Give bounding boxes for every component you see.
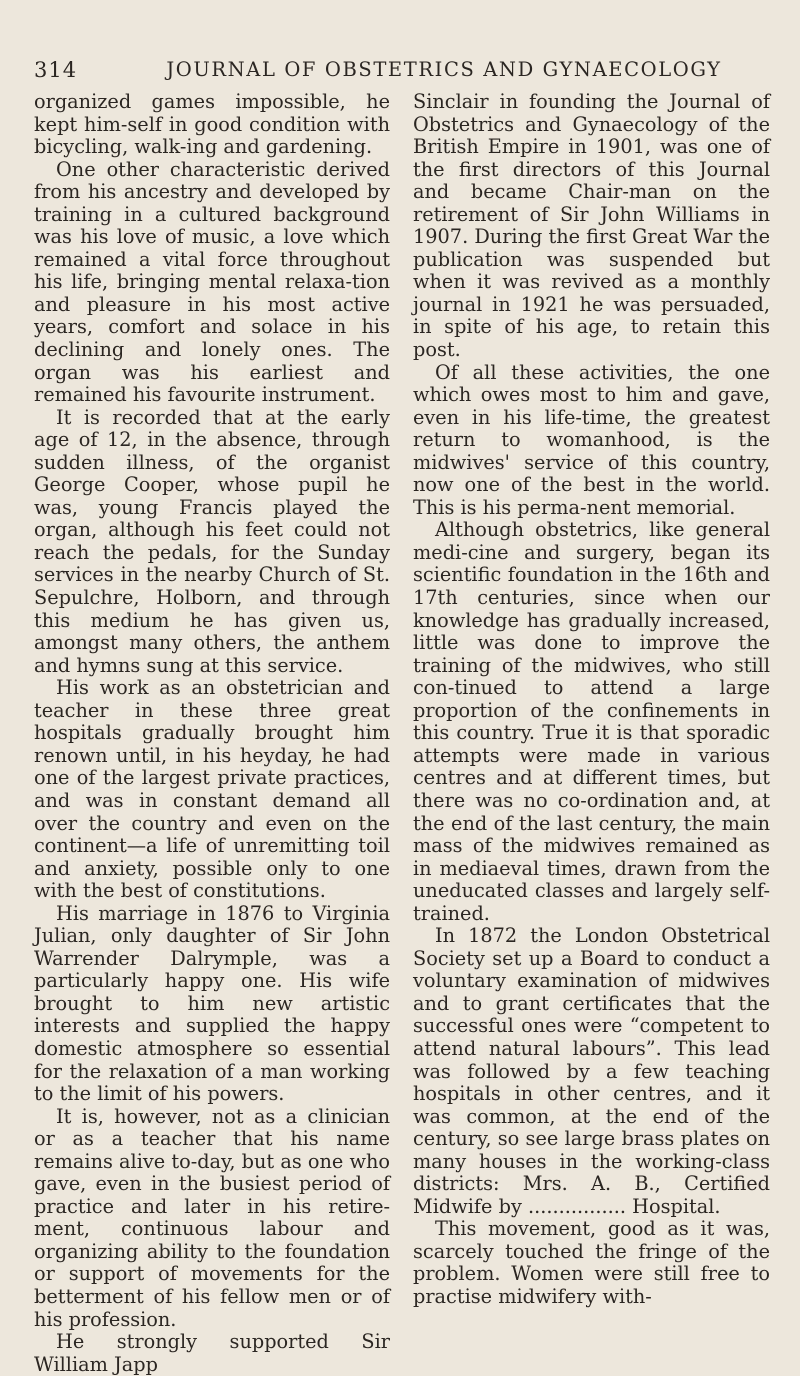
paragraph: In 1872 the London Obstetrical Society set up a Board to conduct a voluntary examination of midwives and to grant certificates that the successful ones were “competent to attend natural labours”. This lead was followed by a few teaching hospitals in other centres, and it was common, at the end of the century, so see large brass plates on many houses in the working-class districts: Mrs. A. B., Certified Midwife by ................ Hospital. bbox=[413, 924, 770, 1218]
paragraph: Sinclair in founding the Journal of Obstetrics and Gynaecology of the British Empire in 1901, was one of the first directors of this Journal and became Chair-man on the retirement of Sir John Williams in 1907. During the first Great War the publication was suspended but when it was revived as a monthly journal in 1921 he was persuaded, in spite of his age, to retain this post. bbox=[413, 90, 770, 362]
left-column bbox=[34, 91, 390, 1376]
paragraph: He strongly supported Sir William Japp bbox=[34, 1330, 390, 1376]
paragraph: This movement, good as it was, scarcely touched the fringe of the problem. Women were still free to practise midwifery with- bbox=[413, 1217, 770, 1308]
paragraph: Although obstetrics, like general medi-cine and surgery, began its scientific foundation in the 16th and 17th centuries, since when our knowledge has gradually increased, little was done to improve the training of the midwives, who still con-tinued to attend a large proportion of the confinements in this country. True it is that sporadic attempts were made in various centres and at different times, but there was no co-ordination and, at the end of the last century, the main mass of the midwives remained as in mediaeval times, drawn from the uneducated classes and largely self-trained. bbox=[413, 518, 770, 925]
paragraph: It is recorded that at the early age of 12, in the absence, through sudden illness, of the organist George Cooper, whose pupil he was, young Francis played the organ, although his feet could not reach the pedals, for the Sunday services in the nearby Church of St. Sepulchre, Holborn, and through this medium he has given us, amongst many others, the anthem and hymns sung at this service. bbox=[34, 405, 390, 677]
paragraph: organized games impossible, he kept him-self in good condition with bicycling, walk-ing and gardening. bbox=[34, 90, 390, 159]
paragraph: His work as an obstetrician and teacher in these three great hospitals gradually brought him renown until, in his heyday, he had one of the largest private practices, and was in constant demand all over the country and even on the continent—a life of unremitting toil and anxiety, possible only to one with the best of constitutions. bbox=[34, 676, 390, 903]
page-number: 314 bbox=[34, 58, 78, 82]
paragraph: His marriage in 1876 to Virginia Julian, only daughter of Sir John Warrender Dalrymple, was a particularly happy one. His wife brought to him new artistic interests and supplied the happy domestic atmosphere so essential for the relaxation of a man working to the limit of his powers. bbox=[34, 901, 390, 1106]
right-column bbox=[413, 91, 770, 1309]
running-title: JOURNAL OF OBSTETRICS AND GYNAECOLOGY bbox=[166, 58, 722, 81]
paragraph: One other characteristic derived from his ancestry and developed by training in a cultured background was his love of music, a love which remained a vital force throughout his life, bringing mental relaxa-tion and pleasure in his most active years, comfort and solace in his declining and lonely ones. The organ was his earliest and remained his favourite instrument. bbox=[34, 157, 390, 407]
paragraph: It is, however, not as a clinician or as a teacher that his name remains alive to-day, but as one who gave, even in the busiest period of practice and later in his retire-ment, continuous labour and organizing ability to the foundation or support of movements for the betterment of his fellow men or of his profession. bbox=[34, 1104, 390, 1331]
paragraph: Of all these activities, the one which owes most to him and gave, even in his life-time, the greatest return to womanhood, is the midwives' service of this country, now one of the best in the world. This is his perma-nent memorial. bbox=[413, 360, 770, 519]
page-header bbox=[34, 58, 770, 88]
